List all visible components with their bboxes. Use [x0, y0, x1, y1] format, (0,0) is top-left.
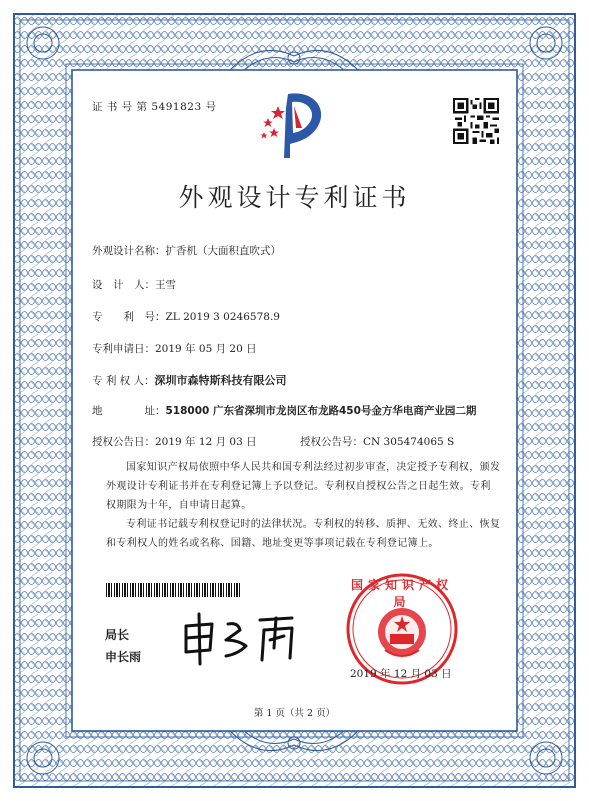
cnipa-logo [258, 88, 330, 158]
field-value: 2019 年 05 月 20 日 [155, 343, 257, 355]
field-value: 518000 广东省深圳市龙岗区布龙路450号金方华电商产业园二期 [165, 405, 477, 417]
field-value: CN 305474065 S [363, 436, 455, 448]
handwritten-signature [180, 606, 305, 666]
field-patent-number [92, 309, 280, 324]
seal-text: 国家知识产权局 [350, 578, 453, 609]
field-design-name [92, 243, 281, 258]
seal-date: 2019 年 12 月 03 日 [350, 668, 452, 680]
field-value: 深圳市森特斯科技有限公司 [154, 374, 287, 387]
field-label: 外观设计名称： [92, 245, 166, 257]
field-value: 2019 年 12 月 03 日 [155, 436, 257, 448]
director-title: 局长 [105, 628, 130, 642]
field-label: 专利申请日： [92, 343, 155, 355]
field-grant-number [300, 434, 454, 449]
certificate-number-suffix: 号 [205, 101, 217, 113]
paragraph-legal-status: 专利证书记载专利权登记时的法律状况。专利权的转移、质押、无效、终止、恢复和专利权人的姓名或名称、国籍、地址变更等事项记载在专利登记簿上。 [106, 519, 501, 549]
field-label: 授权公告号： [300, 436, 363, 448]
director-name: 申长雨 [105, 650, 142, 664]
certificate-number [92, 99, 216, 114]
paragraph-grant-statement: 国家知识产权局依照中华人民共和国专利法经过初步审查，决定授予专利权，颁发外观设计专利证书并在专利登记簿上予以登记。专利权自授权公告之日起生效。专利权期限为十年，自申请日起算。 [106, 462, 501, 511]
field-address [92, 403, 476, 418]
field-patentee [92, 372, 287, 388]
certificate-title: 外观设计专利证书 [178, 183, 411, 212]
field-label: 设 计 人： [92, 279, 155, 291]
page-number: 第 1 页（共 2 页） [253, 708, 336, 719]
field-label: 专 利 号： [92, 311, 166, 323]
field-grant-date [92, 434, 257, 449]
field-value: ZL 2019 3 0246578.9 [165, 311, 280, 323]
barcode [106, 583, 242, 597]
field-filing-date [92, 341, 257, 356]
certificate-number-value: 5491823 [151, 101, 202, 113]
field-label: 专 利 权 人： [92, 375, 155, 387]
field-value: 王雪 [155, 279, 176, 291]
field-label: 授权公告日： [92, 436, 155, 448]
qr-code [453, 98, 499, 144]
field-designer [92, 277, 176, 292]
field-value: 扩香机（大面积直吹式） [165, 245, 281, 257]
certificate-number-label: 证 书 号 第 [92, 101, 148, 113]
field-label: 地 址： [92, 405, 166, 417]
